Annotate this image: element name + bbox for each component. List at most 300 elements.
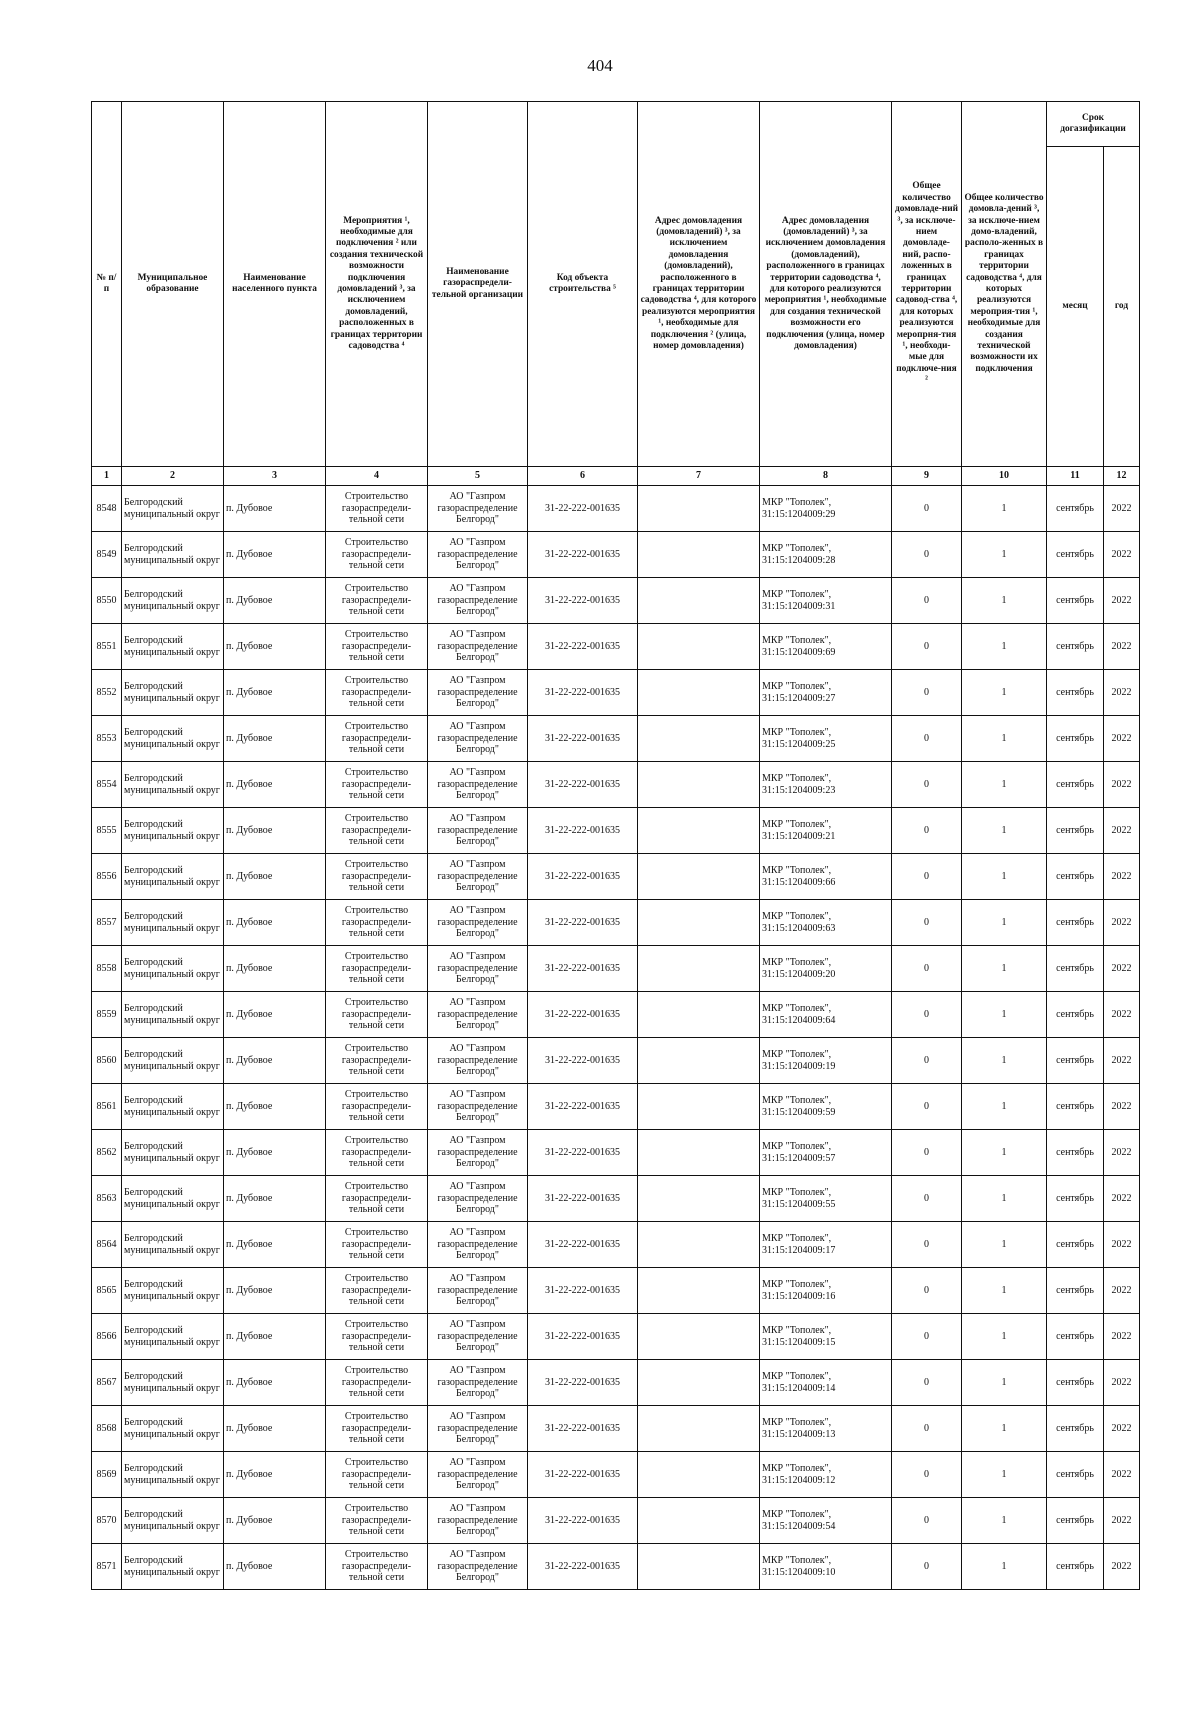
- month-cell: сентябрь: [1047, 1452, 1104, 1498]
- address-connection-cell: [638, 1130, 760, 1176]
- year-cell: 2022: [1104, 1498, 1140, 1544]
- count-connection-cell: 0: [892, 1084, 962, 1130]
- month-cell: сентябрь: [1047, 1084, 1104, 1130]
- object-code-cell: 31-22-222-001635: [528, 624, 638, 670]
- header-col-address-connection: Адрес домовладения (домовладений) ³, за исключением домовладения (домовладений), расположенного в границах территории садоводства ⁴, для которого реализуются мероприятия ¹, необходимые для подключения ² (улица, номер домовладения): [638, 102, 760, 467]
- row-number: 8571: [92, 1544, 122, 1590]
- organization-cell: АО "Газпром газораспределение Белгород": [428, 808, 528, 854]
- locality-cell: п. Дубовое: [224, 762, 326, 808]
- year-cell: 2022: [1104, 854, 1140, 900]
- address-connection-cell: [638, 762, 760, 808]
- year-cell: 2022: [1104, 716, 1140, 762]
- object-code-cell: 31-22-222-001635: [528, 486, 638, 532]
- address-connection-cell: [638, 1038, 760, 1084]
- event-cell: Строительство газораспредели-тельной сети: [326, 1544, 428, 1590]
- row-number: 8565: [92, 1268, 122, 1314]
- organization-cell: АО "Газпром газораспределение Белгород": [428, 1452, 528, 1498]
- count-technical-cell: 1: [962, 854, 1047, 900]
- table-row: [92, 1038, 1140, 1084]
- month-cell: сентябрь: [1047, 486, 1104, 532]
- address-technical-cell: МКР "Тополек", 31:15:1204009:23: [760, 762, 892, 808]
- address-technical-cell: МКР "Тополек", 31:15:1204009:31: [760, 578, 892, 624]
- municipality-cell: Белгородский муниципальный округ: [122, 1084, 224, 1130]
- municipality-cell: Белгородский муниципальный округ: [122, 716, 224, 762]
- locality-cell: п. Дубовое: [224, 532, 326, 578]
- address-technical-cell: МКР "Тополек", 31:15:1204009:20: [760, 946, 892, 992]
- address-technical-cell: МКР "Тополек", 31:15:1204009:66: [760, 854, 892, 900]
- address-technical-cell: МКР "Тополек", 31:15:1204009:69: [760, 624, 892, 670]
- count-connection-cell: 0: [892, 1314, 962, 1360]
- month-cell: сентябрь: [1047, 1130, 1104, 1176]
- row-number: 8551: [92, 624, 122, 670]
- column-number-row: [92, 467, 1140, 486]
- header-col-object-code: Код объекта строительства ⁵: [528, 102, 638, 467]
- year-cell: 2022: [1104, 486, 1140, 532]
- object-code-cell: 31-22-222-001635: [528, 1360, 638, 1406]
- count-connection-cell: 0: [892, 808, 962, 854]
- object-code-cell: 31-22-222-001635: [528, 1176, 638, 1222]
- year-cell: 2022: [1104, 1268, 1140, 1314]
- address-technical-cell: МКР "Тополек", 31:15:1204009:63: [760, 900, 892, 946]
- event-cell: Строительство газораспредели-тельной сети: [326, 1038, 428, 1084]
- count-connection-cell: 0: [892, 578, 962, 624]
- organization-cell: АО "Газпром газораспределение Белгород": [428, 1544, 528, 1590]
- event-cell: Строительство газораспредели-тельной сети: [326, 532, 428, 578]
- header-col-count-connection: Общее количество домовладе-ний ³, за исключе-нием домовладе-ний, распо-ложенных в границах территории садовод-ства ⁴, для которых реализуются меропрня-тия ¹, необходи-мые для подключе-ния ²: [892, 102, 962, 467]
- row-number: 8559: [92, 992, 122, 1038]
- month-cell: сентябрь: [1047, 900, 1104, 946]
- count-technical-cell: 1: [962, 900, 1047, 946]
- year-cell: 2022: [1104, 808, 1140, 854]
- event-cell: Строительство газораспредели-тельной сети: [326, 1452, 428, 1498]
- locality-cell: п. Дубовое: [224, 624, 326, 670]
- object-code-cell: 31-22-222-001635: [528, 1544, 638, 1590]
- locality-cell: п. Дубовое: [224, 486, 326, 532]
- count-connection-cell: 0: [892, 486, 962, 532]
- count-connection-cell: 0: [892, 670, 962, 716]
- address-technical-cell: МКР "Тополек", 31:15:1204009:13: [760, 1406, 892, 1452]
- row-number: 8549: [92, 532, 122, 578]
- object-code-cell: 31-22-222-001635: [528, 716, 638, 762]
- locality-cell: п. Дубовое: [224, 1360, 326, 1406]
- year-cell: 2022: [1104, 1084, 1140, 1130]
- count-connection-cell: 0: [892, 624, 962, 670]
- address-connection-cell: [638, 1314, 760, 1360]
- locality-cell: п. Дубовое: [224, 1038, 326, 1084]
- address-connection-cell: [638, 1360, 760, 1406]
- month-cell: сентябрь: [1047, 1314, 1104, 1360]
- column-number: 10: [962, 467, 1047, 486]
- organization-cell: АО "Газпром газораспределение Белгород": [428, 716, 528, 762]
- column-number: 3: [224, 467, 326, 486]
- year-cell: 2022: [1104, 900, 1140, 946]
- object-code-cell: 31-22-222-001635: [528, 1498, 638, 1544]
- municipality-cell: Белгородский муниципальный округ: [122, 854, 224, 900]
- event-cell: Строительство газораспредели-тельной сети: [326, 578, 428, 624]
- locality-cell: п. Дубовое: [224, 854, 326, 900]
- month-cell: сентябрь: [1047, 1176, 1104, 1222]
- object-code-cell: 31-22-222-001635: [528, 1452, 638, 1498]
- locality-cell: п. Дубовое: [224, 900, 326, 946]
- table-row: [92, 1406, 1140, 1452]
- header-col-event: Мероприятия ¹, необходимые для подключения ² или создания технической возможности подключения домовладений ³, за исключением домовладений, расположенных в границах территории садоводства ⁴: [326, 102, 428, 467]
- table-row: [92, 854, 1140, 900]
- row-number: 8560: [92, 1038, 122, 1084]
- month-cell: сентябрь: [1047, 762, 1104, 808]
- count-connection-cell: 0: [892, 1452, 962, 1498]
- organization-cell: АО "Газпром газораспределение Белгород": [428, 854, 528, 900]
- count-technical-cell: 1: [962, 624, 1047, 670]
- address-technical-cell: МКР "Тополек", 31:15:1204009:12: [760, 1452, 892, 1498]
- table-row: [92, 486, 1140, 532]
- municipality-cell: Белгородский муниципальный округ: [122, 762, 224, 808]
- address-technical-cell: МКР "Тополек", 31:15:1204009:57: [760, 1130, 892, 1176]
- count-connection-cell: 0: [892, 1130, 962, 1176]
- month-cell: сентябрь: [1047, 716, 1104, 762]
- organization-cell: АО "Газпром газораспределение Белгород": [428, 1038, 528, 1084]
- address-connection-cell: [638, 1498, 760, 1544]
- count-technical-cell: 1: [962, 1360, 1047, 1406]
- count-technical-cell: 1: [962, 716, 1047, 762]
- table-row: [92, 1452, 1140, 1498]
- locality-cell: п. Дубовое: [224, 1406, 326, 1452]
- municipality-cell: Белгородский муниципальный округ: [122, 1360, 224, 1406]
- organization-cell: АО "Газпром газораспределение Белгород": [428, 1268, 528, 1314]
- count-technical-cell: 1: [962, 1406, 1047, 1452]
- address-connection-cell: [638, 900, 760, 946]
- month-cell: сентябрь: [1047, 624, 1104, 670]
- municipality-cell: Белгородский муниципальный округ: [122, 1176, 224, 1222]
- count-technical-cell: 1: [962, 486, 1047, 532]
- count-connection-cell: 0: [892, 1544, 962, 1590]
- count-connection-cell: 0: [892, 992, 962, 1038]
- count-connection-cell: 0: [892, 900, 962, 946]
- locality-cell: п. Дубовое: [224, 1222, 326, 1268]
- address-technical-cell: МКР "Тополек", 31:15:1204009:19: [760, 1038, 892, 1084]
- header-col-month: месяц: [1047, 147, 1104, 467]
- municipality-cell: Белгородский муниципальный округ: [122, 624, 224, 670]
- table-row: [92, 808, 1140, 854]
- locality-cell: п. Дубовое: [224, 808, 326, 854]
- municipality-cell: Белгородский муниципальный округ: [122, 1406, 224, 1452]
- address-connection-cell: [638, 1084, 760, 1130]
- address-connection-cell: [638, 992, 760, 1038]
- event-cell: Строительство газораспредели-тельной сети: [326, 716, 428, 762]
- month-cell: сентябрь: [1047, 1360, 1104, 1406]
- header-group-deadline: Срок догазификации: [1047, 102, 1140, 147]
- table-row: [92, 946, 1140, 992]
- count-technical-cell: 1: [962, 1222, 1047, 1268]
- municipality-cell: Белгородский муниципальный округ: [122, 1498, 224, 1544]
- municipality-cell: Белгородский муниципальный округ: [122, 670, 224, 716]
- municipality-cell: Белгородский муниципальный округ: [122, 900, 224, 946]
- count-technical-cell: 1: [962, 670, 1047, 716]
- month-cell: сентябрь: [1047, 808, 1104, 854]
- column-number: 7: [638, 467, 760, 486]
- month-cell: сентябрь: [1047, 578, 1104, 624]
- year-cell: 2022: [1104, 532, 1140, 578]
- table-row: [92, 1314, 1140, 1360]
- address-technical-cell: МКР "Тополек", 31:15:1204009:59: [760, 1084, 892, 1130]
- table-row: [92, 1222, 1140, 1268]
- address-connection-cell: [638, 854, 760, 900]
- year-cell: 2022: [1104, 1314, 1140, 1360]
- page-number: 404: [587, 56, 613, 75]
- address-connection-cell: [638, 578, 760, 624]
- count-connection-cell: 0: [892, 1038, 962, 1084]
- locality-cell: п. Дубовое: [224, 1176, 326, 1222]
- row-number: 8569: [92, 1452, 122, 1498]
- municipality-cell: Белгородский муниципальный округ: [122, 578, 224, 624]
- count-connection-cell: 0: [892, 762, 962, 808]
- header-col-number: № п/п: [92, 102, 122, 467]
- address-technical-cell: МКР "Тополек", 31:15:1204009:21: [760, 808, 892, 854]
- event-cell: Строительство газораспредели-тельной сети: [326, 992, 428, 1038]
- municipality-cell: Белгородский муниципальный округ: [122, 1314, 224, 1360]
- count-technical-cell: 1: [962, 578, 1047, 624]
- year-cell: 2022: [1104, 1360, 1140, 1406]
- organization-cell: АО "Газпром газораспределение Белгород": [428, 532, 528, 578]
- month-cell: сентябрь: [1047, 532, 1104, 578]
- row-number: 8557: [92, 900, 122, 946]
- header-col-count-technical: Общее количество домовла-дений ³, за исключе-нием домо-владений, располо-женных в границах территории садоводства ⁴, для которых реализуются мероприя-тия ¹, необходимые для создания технической возможности их подключения: [962, 102, 1047, 467]
- row-number: 8561: [92, 1084, 122, 1130]
- year-cell: 2022: [1104, 624, 1140, 670]
- count-technical-cell: 1: [962, 946, 1047, 992]
- locality-cell: п. Дубовое: [224, 1498, 326, 1544]
- count-connection-cell: 0: [892, 532, 962, 578]
- table-row: [92, 716, 1140, 762]
- month-cell: сентябрь: [1047, 992, 1104, 1038]
- locality-cell: п. Дубовое: [224, 992, 326, 1038]
- municipality-cell: Белгородский муниципальный округ: [122, 486, 224, 532]
- object-code-cell: 31-22-222-001635: [528, 1314, 638, 1360]
- row-number: 8568: [92, 1406, 122, 1452]
- column-number: 2: [122, 467, 224, 486]
- address-connection-cell: [638, 1452, 760, 1498]
- row-number: 8556: [92, 854, 122, 900]
- count-technical-cell: 1: [962, 1130, 1047, 1176]
- object-code-cell: 31-22-222-001635: [528, 900, 638, 946]
- event-cell: Строительство газораспредели-тельной сети: [326, 1268, 428, 1314]
- count-connection-cell: 0: [892, 1222, 962, 1268]
- row-number: 8550: [92, 578, 122, 624]
- address-connection-cell: [638, 1406, 760, 1452]
- municipality-cell: Белгородский муниципальный округ: [122, 1544, 224, 1590]
- column-number: 1: [92, 467, 122, 486]
- year-cell: 2022: [1104, 1038, 1140, 1084]
- year-cell: 2022: [1104, 1222, 1140, 1268]
- address-technical-cell: МКР "Тополек", 31:15:1204009:10: [760, 1544, 892, 1590]
- count-technical-cell: 1: [962, 532, 1047, 578]
- count-technical-cell: 1: [962, 762, 1047, 808]
- year-cell: 2022: [1104, 1452, 1140, 1498]
- column-number: 11: [1047, 467, 1104, 486]
- event-cell: Строительство газораспредели-тельной сети: [326, 1498, 428, 1544]
- object-code-cell: 31-22-222-001635: [528, 992, 638, 1038]
- organization-cell: АО "Газпром газораспределение Белгород": [428, 946, 528, 992]
- object-code-cell: 31-22-222-001635: [528, 762, 638, 808]
- header-col-address-technical: Адрес домовладения (домовладений) ³, за исключением домовладения (домовладений), расположенного в границах территории садоводства ⁴, для которого реализуются мероприятия ¹, необходимые для создания технической возможности его подключения (улица, номер домовладения): [760, 102, 892, 467]
- month-cell: сентябрь: [1047, 670, 1104, 716]
- month-cell: сентябрь: [1047, 1544, 1104, 1590]
- address-connection-cell: [638, 946, 760, 992]
- year-cell: 2022: [1104, 1130, 1140, 1176]
- object-code-cell: 31-22-222-001635: [528, 1406, 638, 1452]
- header-col-organization: Наименование газораспредели-тельной организации: [428, 102, 528, 467]
- count-technical-cell: 1: [962, 1452, 1047, 1498]
- gasification-table: [91, 101, 1140, 1590]
- event-cell: Строительство газораспредели-тельной сети: [326, 1314, 428, 1360]
- count-technical-cell: 1: [962, 1268, 1047, 1314]
- locality-cell: п. Дубовое: [224, 1452, 326, 1498]
- column-number: 12: [1104, 467, 1140, 486]
- table-row: [92, 624, 1140, 670]
- municipality-cell: Белгородский муниципальный округ: [122, 808, 224, 854]
- event-cell: Строительство газораспредели-тельной сети: [326, 762, 428, 808]
- column-number: 9: [892, 467, 962, 486]
- count-technical-cell: 1: [962, 1084, 1047, 1130]
- event-cell: Строительство газораспредели-тельной сети: [326, 670, 428, 716]
- count-connection-cell: 0: [892, 854, 962, 900]
- year-cell: 2022: [1104, 1544, 1140, 1590]
- event-cell: Строительство газораспредели-тельной сети: [326, 486, 428, 532]
- header-col-municipality: Муниципальное образование: [122, 102, 224, 467]
- month-cell: сентябрь: [1047, 946, 1104, 992]
- row-number: 8566: [92, 1314, 122, 1360]
- month-cell: сентябрь: [1047, 1222, 1104, 1268]
- count-technical-cell: 1: [962, 1544, 1047, 1590]
- header-row: [92, 102, 1140, 147]
- address-connection-cell: [638, 808, 760, 854]
- table-row: [92, 900, 1140, 946]
- locality-cell: п. Дубовое: [224, 670, 326, 716]
- year-cell: 2022: [1104, 670, 1140, 716]
- count-connection-cell: 0: [892, 1406, 962, 1452]
- count-connection-cell: 0: [892, 946, 962, 992]
- event-cell: Строительство газораспредели-тельной сети: [326, 624, 428, 670]
- count-connection-cell: 0: [892, 1498, 962, 1544]
- table-row: [92, 532, 1140, 578]
- header-col-year: год: [1104, 147, 1140, 467]
- municipality-cell: Белгородский муниципальный округ: [122, 532, 224, 578]
- address-technical-cell: МКР "Тополек", 31:15:1204009:29: [760, 486, 892, 532]
- organization-cell: АО "Газпром газораспределение Белгород": [428, 578, 528, 624]
- year-cell: 2022: [1104, 992, 1140, 1038]
- address-connection-cell: [638, 670, 760, 716]
- address-technical-cell: МКР "Тополек", 31:15:1204009:27: [760, 670, 892, 716]
- table-row: [92, 1498, 1140, 1544]
- locality-cell: п. Дубовое: [224, 578, 326, 624]
- locality-cell: п. Дубовое: [224, 1314, 326, 1360]
- event-cell: Строительство газораспредели-тельной сети: [326, 1222, 428, 1268]
- column-number: 8: [760, 467, 892, 486]
- event-cell: Строительство газораспредели-тельной сети: [326, 1130, 428, 1176]
- row-number: 8563: [92, 1176, 122, 1222]
- object-code-cell: 31-22-222-001635: [528, 1268, 638, 1314]
- row-number: 8564: [92, 1222, 122, 1268]
- table-row: [92, 992, 1140, 1038]
- municipality-cell: Белгородский муниципальный округ: [122, 946, 224, 992]
- row-number: 8548: [92, 486, 122, 532]
- count-technical-cell: 1: [962, 1314, 1047, 1360]
- month-cell: сентябрь: [1047, 854, 1104, 900]
- address-connection-cell: [638, 716, 760, 762]
- object-code-cell: 31-22-222-001635: [528, 1084, 638, 1130]
- row-number: 8562: [92, 1130, 122, 1176]
- year-cell: 2022: [1104, 946, 1140, 992]
- address-connection-cell: [638, 1544, 760, 1590]
- count-technical-cell: 1: [962, 992, 1047, 1038]
- address-technical-cell: МКР "Тополек", 31:15:1204009:28: [760, 532, 892, 578]
- object-code-cell: 31-22-222-001635: [528, 532, 638, 578]
- year-cell: 2022: [1104, 1406, 1140, 1452]
- address-connection-cell: [638, 624, 760, 670]
- locality-cell: п. Дубовое: [224, 716, 326, 762]
- address-connection-cell: [638, 1222, 760, 1268]
- row-number: 8555: [92, 808, 122, 854]
- month-cell: сентябрь: [1047, 1038, 1104, 1084]
- object-code-cell: 31-22-222-001635: [528, 808, 638, 854]
- row-number: 8554: [92, 762, 122, 808]
- month-cell: сентябрь: [1047, 1268, 1104, 1314]
- event-cell: Строительство газораспредели-тельной сети: [326, 1406, 428, 1452]
- table-row: [92, 1084, 1140, 1130]
- table-row: [92, 1544, 1140, 1590]
- municipality-cell: Белгородский муниципальный округ: [122, 1130, 224, 1176]
- address-connection-cell: [638, 532, 760, 578]
- header-col-locality: Наименование населенного пункта: [224, 102, 326, 467]
- organization-cell: АО "Газпром газораспределение Белгород": [428, 1222, 528, 1268]
- object-code-cell: 31-22-222-001635: [528, 1130, 638, 1176]
- count-technical-cell: 1: [962, 1498, 1047, 1544]
- event-cell: Строительство газораспредели-тельной сети: [326, 1176, 428, 1222]
- organization-cell: АО "Газпром газораспределение Белгород": [428, 1406, 528, 1452]
- address-connection-cell: [638, 1176, 760, 1222]
- column-number: 6: [528, 467, 638, 486]
- locality-cell: п. Дубовое: [224, 1130, 326, 1176]
- year-cell: 2022: [1104, 1176, 1140, 1222]
- municipality-cell: Белгородский муниципальный округ: [122, 992, 224, 1038]
- row-number: 8558: [92, 946, 122, 992]
- count-connection-cell: 0: [892, 1268, 962, 1314]
- address-technical-cell: МКР "Тополек", 31:15:1204009:64: [760, 992, 892, 1038]
- organization-cell: АО "Газпром газораспределение Белгород": [428, 624, 528, 670]
- object-code-cell: 31-22-222-001635: [528, 946, 638, 992]
- organization-cell: АО "Газпром газораспределение Белгород": [428, 670, 528, 716]
- column-number: 4: [326, 467, 428, 486]
- address-connection-cell: [638, 486, 760, 532]
- municipality-cell: Белгородский муниципальный округ: [122, 1222, 224, 1268]
- address-technical-cell: МКР "Тополек", 31:15:1204009:16: [760, 1268, 892, 1314]
- table-row: [92, 1130, 1140, 1176]
- row-number: 8570: [92, 1498, 122, 1544]
- organization-cell: АО "Газпром газораспределение Белгород": [428, 900, 528, 946]
- locality-cell: п. Дубовое: [224, 1084, 326, 1130]
- address-technical-cell: МКР "Тополек", 31:15:1204009:55: [760, 1176, 892, 1222]
- event-cell: Строительство газораспредели-тельной сети: [326, 900, 428, 946]
- table-row: [92, 1268, 1140, 1314]
- address-technical-cell: МКР "Тополек", 31:15:1204009:14: [760, 1360, 892, 1406]
- organization-cell: АО "Газпром газораспределение Белгород": [428, 1084, 528, 1130]
- row-number: 8552: [92, 670, 122, 716]
- municipality-cell: Белгородский муниципальный округ: [122, 1038, 224, 1084]
- table-body: [92, 486, 1140, 1590]
- organization-cell: АО "Газпром газораспределение Белгород": [428, 1176, 528, 1222]
- column-number: 5: [428, 467, 528, 486]
- table-row: [92, 670, 1140, 716]
- count-technical-cell: 1: [962, 808, 1047, 854]
